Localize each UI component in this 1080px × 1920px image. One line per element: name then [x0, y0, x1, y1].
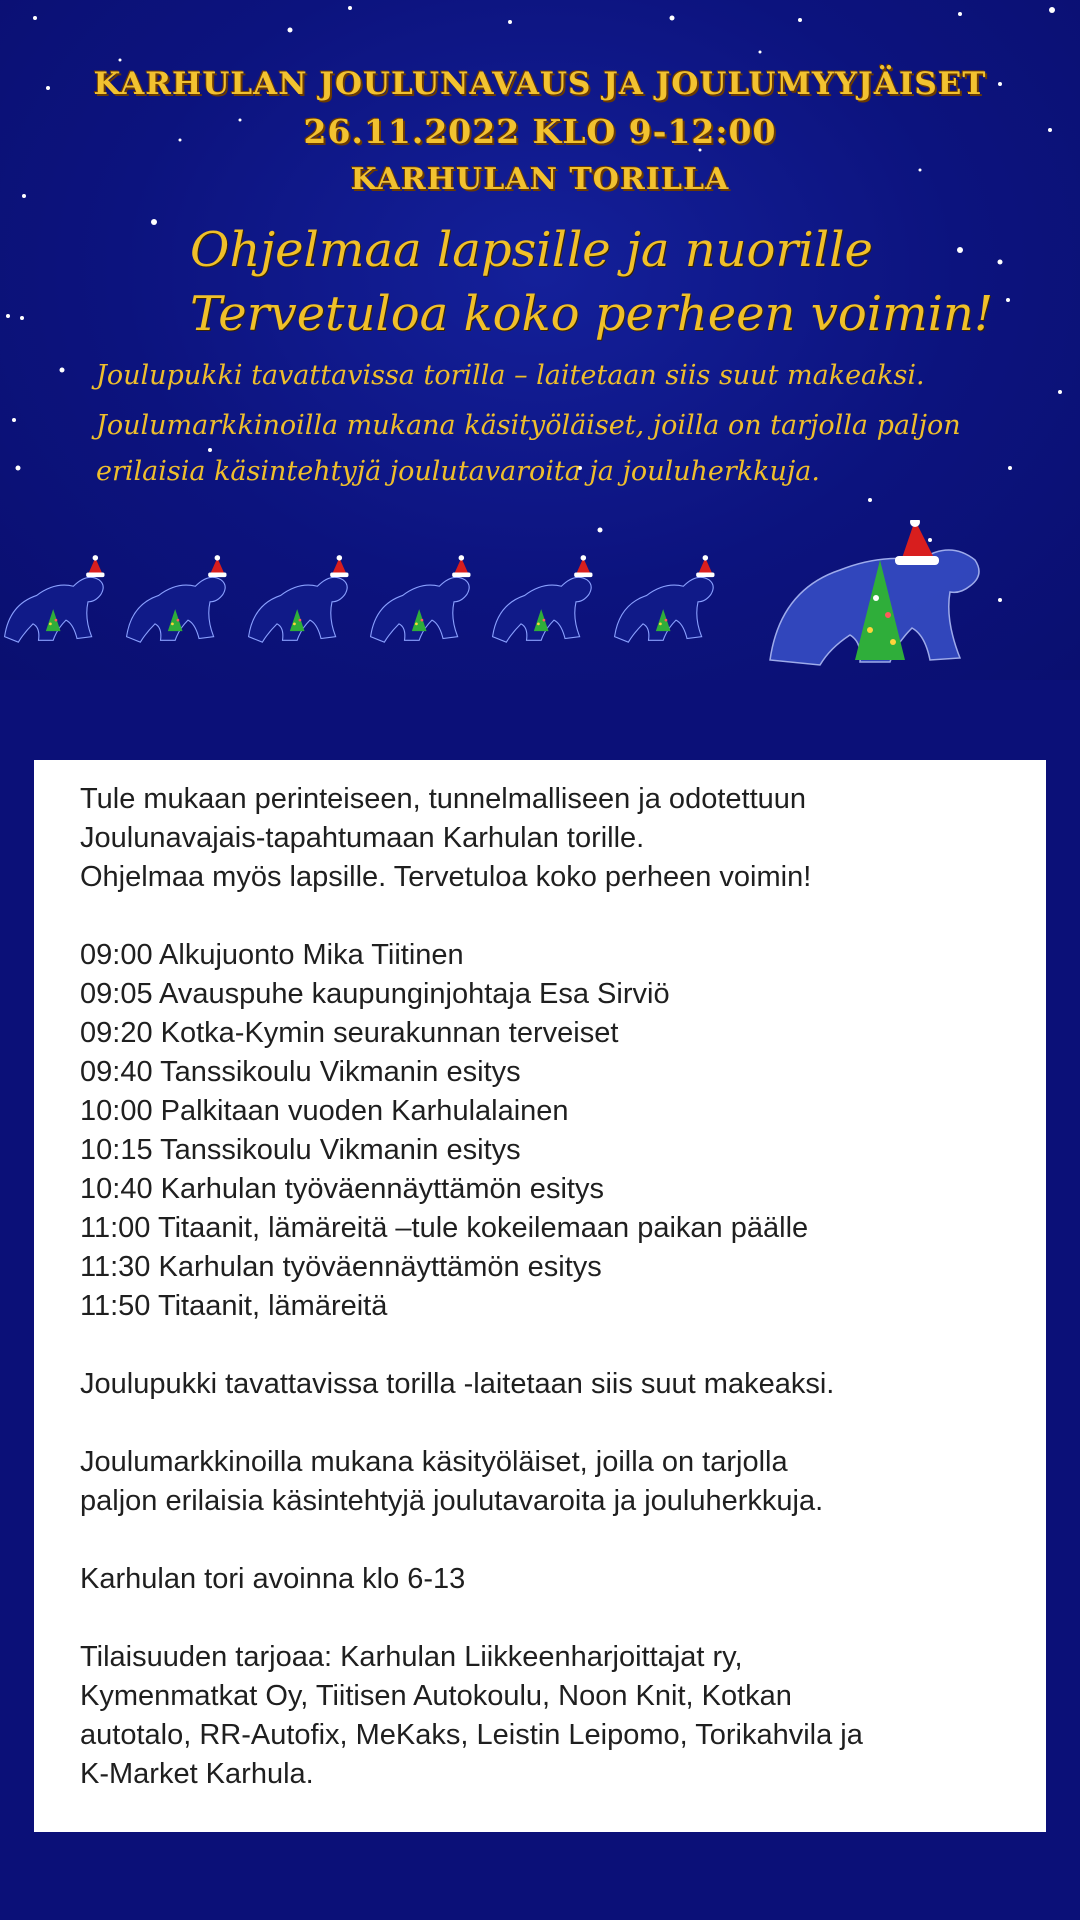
schedule-item: 11:30 Karhulan työväennäyttämön esitys	[80, 1251, 602, 1283]
bear-icon	[371, 555, 471, 642]
market-line: paljon erilaisia käsintehtyjä joulutavaroita ja jouluherkkuja.	[80, 1485, 824, 1517]
schedule-item: 10:00 Palkitaan vuoden Karhulalainen	[80, 1095, 569, 1127]
sponsors-line: K-Market Karhula.	[80, 1758, 314, 1790]
blurb-market-2: erilaisia käsintehtyjä joulutavaroita ja jouluherkkuja.	[96, 456, 820, 487]
schedule-item: 11:50 Titaanit, lämäreitä	[80, 1290, 388, 1322]
headline-location: KARHULAN TORILLA	[350, 162, 730, 197]
sponsors-line: autotalo, RR-Autofix, MeKaks, Leistin Leipomo, Torikahvila ja	[80, 1719, 863, 1751]
schedule-item: 09:05 Avauspuhe kaupunginjohtaja Esa Sirviö	[80, 978, 670, 1010]
intro-line: Tule mukaan perinteiseen, tunnelmalliseen ja odotettuun	[80, 783, 807, 815]
bear-decoration	[0, 520, 1080, 680]
headline-title: KARHULAN JOULUNAVAUS JA JOULUMYYJÄISET	[93, 66, 987, 102]
opening-hours: Karhulan tori avoinna klo 6-13	[80, 1563, 466, 1595]
sponsors-line: Tilaisuuden tarjoaa: Karhulan Liikkeenharjoittajat ry,	[80, 1641, 743, 1673]
bear-icon	[249, 555, 349, 642]
blurb-santa: Joulupukki tavattavissa torilla – laitetaan siis suut makeaksi.	[96, 360, 925, 391]
schedule-item: 09:40 Tanssikoulu Vikmanin esitys	[80, 1056, 521, 1088]
schedule-item: 09:00 Alkujuonto Mika Tiitinen	[80, 939, 464, 971]
tagline-welcome: Tervetuloa koko perheen voimin!	[190, 286, 994, 342]
blurb-market-1: Joulumarkkinoilla mukana käsityöläiset, joilla on tarjolla paljon	[96, 410, 961, 441]
tagline-program: Ohjelmaa lapsille ja nuorille	[190, 222, 873, 278]
schedule-item: 09:20 Kotka-Kymin seurakunnan terveiset	[80, 1017, 619, 1049]
bear-icon	[5, 555, 105, 642]
bear-icon	[127, 555, 227, 642]
schedule-item: 11:00 Titaanit, lämäreitä –tule kokeilemaan paikan päälle	[80, 1212, 809, 1244]
market-line: Joulumarkkinoilla mukana käsityöläiset, joilla on tarjolla	[80, 1446, 788, 1478]
schedule-item: 10:15 Tanssikoulu Vikmanin esitys	[80, 1134, 521, 1166]
bear-icon	[615, 555, 715, 642]
bear-icon	[493, 555, 593, 642]
intro-line: Ohjelmaa myös lapsille. Tervetuloa koko perheen voimin!	[80, 861, 812, 893]
large-bear-with-tree-icon	[770, 520, 979, 665]
event-details-card	[34, 760, 1046, 1832]
intro-line: Joulunavajais-tapahtumaan Karhulan torille.	[80, 822, 645, 854]
headline-date: 26.11.2022 KLO 9-12:00	[303, 112, 777, 151]
sponsors-line: Kymenmatkat Oy, Tiitisen Autokoulu, Noon Knit, Kotkan	[80, 1680, 792, 1712]
event-poster	[0, 0, 1080, 680]
event-details-text	[80, 780, 1020, 1794]
santa-note: Joulupukki tavattavissa torilla -laitetaan siis suut makeaksi.	[80, 1368, 835, 1400]
schedule-item: 10:40 Karhulan työväennäyttämön esitys	[80, 1173, 604, 1205]
